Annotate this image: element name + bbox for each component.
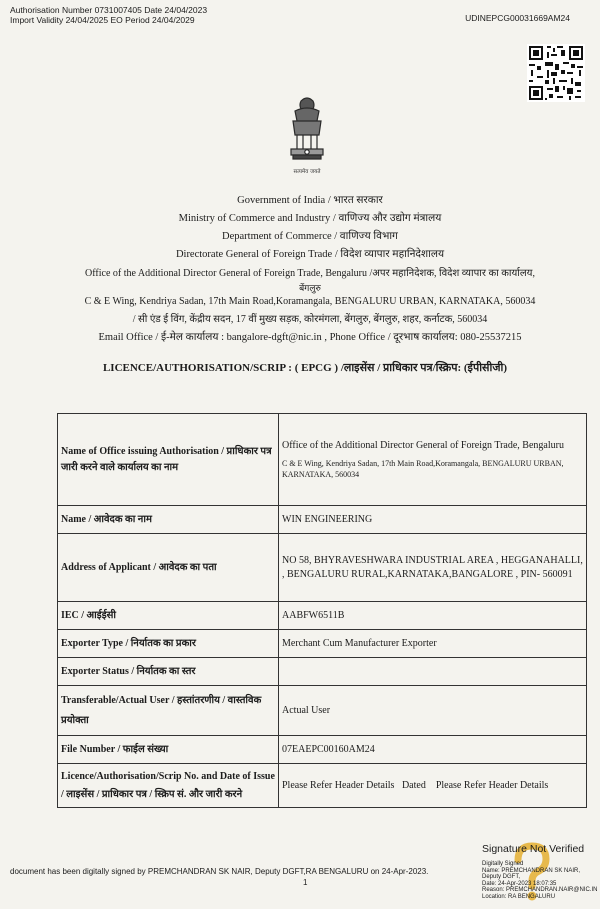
signature-line: Location: RA BENGALURU xyxy=(482,893,556,900)
row-label-file-number: File Number / फाईल संख्या xyxy=(58,736,279,764)
row-label-exporter-type: Exporter Type / निर्यातक का प्रकार xyxy=(58,630,279,658)
emblem-motto: सत्यमेव जयते xyxy=(293,169,321,175)
signature-line: Name: PREMCHANDRAN SK NAIR, xyxy=(482,867,581,874)
row-label-licence-number: Licence/Authorisation/Scrip No. and Date of Issue / लाइसेंस / प्राधिकार पत्र / स्क्रिप सं. और जारी करने xyxy=(58,764,279,808)
row-value-licence-number: Please Refer Header Details Dated Please Refer Header Details xyxy=(279,764,587,808)
digital-signature-note: document has been digitally signed by PREMCHANDRAN SK NAIR, Deputy DGFT,RA BENGALURU on 24-Apr-2023. xyxy=(10,867,429,876)
signature-status: Signature Not Verified xyxy=(482,843,585,855)
address-line-hi: / सी एंड ई विंग, केंद्रीय सदन, 17 वीं मुख्य सड़क, कोरमंगला, बेंगलुरु, बेंगलुरु, शहर, कर्नाटक, 560034 xyxy=(132,314,488,325)
national-emblem-icon xyxy=(285,95,329,177)
table-row xyxy=(58,534,587,602)
row-value-transferable: Actual User xyxy=(279,686,587,736)
table-row xyxy=(58,602,587,630)
row-value-exporter-status xyxy=(279,658,587,686)
udin-number: UDINEPCG00031669AM24 xyxy=(465,13,570,23)
table-row xyxy=(58,764,587,808)
government-line: Government of India / भारत सरकार xyxy=(237,195,383,206)
table-row xyxy=(58,658,587,686)
table-row xyxy=(58,686,587,736)
issuing-office-name: Office of the Additional Director General of Foreign Trade, Bengaluru xyxy=(282,440,564,451)
row-label-transferable: Transferable/Actual User / हस्तांतरणीय / वास्तविक प्रयोक्ता xyxy=(58,686,279,736)
authorisation-header xyxy=(10,5,207,25)
signature-line: Date: 24-Apr-2023 18:07:35 xyxy=(482,880,557,887)
row-value-issuing-office xyxy=(279,414,587,506)
ministry-line: Ministry of Commerce and Industry / वाणिज्य और उद्योग मंत्रालय xyxy=(178,213,442,224)
address-line-en: C & E Wing, Kendriya Sadan, 17th Main Road,Koramangala, BENGALURU URBAN, KARNATAKA, 560034 xyxy=(84,296,536,307)
qr-code xyxy=(527,44,585,102)
signature-details xyxy=(482,861,597,900)
table-row xyxy=(58,630,587,658)
table-row xyxy=(58,736,587,764)
contact-line: Email Office / ई-मेल कार्यालय : bangalore-dgft@nic.in , Phone Office / दूरभाष कार्यालय: 080-25537215 xyxy=(98,332,522,343)
row-value-exporter-type: Merchant Cum Manufacturer Exporter xyxy=(279,630,587,658)
licence-details-table xyxy=(57,413,587,808)
office-city-line: बेंगलुरु xyxy=(299,283,321,293)
issuing-office-address: C & E Wing, Kendriya Sadan, 17th Main Road,Koramangala, BENGALURU URBAN, KARNATAKA, 560034 xyxy=(282,459,564,479)
row-label-applicant-address: Address of Applicant / आवेदक का पता xyxy=(58,534,279,602)
directorate-line: Directorate General of Foreign Trade / विदेश व्यापार महानिदेशालय xyxy=(175,249,445,260)
signature-line: Deputy DGFT, xyxy=(482,874,521,880)
office-line: Office of the Additional Director General of Foreign Trade, Bengaluru /अपर महानिदेशक, विदेश व्यापार का कार्यालय, xyxy=(85,268,535,279)
department-line: Department of Commerce / वाणिज्य विभाग xyxy=(222,231,398,242)
row-value-applicant-name: WIN ENGINEERING xyxy=(279,506,587,534)
row-value-iec: AABFW6511B xyxy=(279,602,587,630)
import-validity: Import Validity 24/04/2025 EO Period 24/04/2029 xyxy=(10,15,195,25)
table-row xyxy=(58,414,587,506)
page-number: 1 xyxy=(303,878,308,887)
row-value-file-number: 07EAEPC00160AM24 xyxy=(279,736,587,764)
table-row xyxy=(58,506,587,534)
document-title: LICENCE/AUTHORISATION/SCRIP : ( EPCG ) /लाइसेंस / प्राधिकार पत्र/स्क्रिप: (ईपीसीजी) xyxy=(102,362,508,374)
row-label-issuing-office: Name of Office issuing Authorisation / प्राधिकार पत्र जारी करने वाले कार्यालय का नाम xyxy=(58,414,279,506)
row-label-exporter-status: Exporter Status / निर्यातक का स्तर xyxy=(58,658,279,686)
authorisation-number: Authorisation Number 0731007405 Date 24/04/2023 xyxy=(10,5,208,15)
signature-line: Digitally Signed xyxy=(482,861,524,867)
row-label-iec: IEC / आईईसी xyxy=(58,602,279,630)
signature-line: Reason: PREMCHANDRAN.NAIR@NIC.IN xyxy=(482,887,598,893)
row-label-applicant-name: Name / आवेदक का नाम xyxy=(58,506,279,534)
row-value-applicant-address: NO 58, BHYRAVESHWARA INDUSTRIAL AREA , HEGGANAHALLI, , BENGALURU RURAL,KARNATAKA,BANGALORE , PIN- 560091 xyxy=(279,534,587,602)
